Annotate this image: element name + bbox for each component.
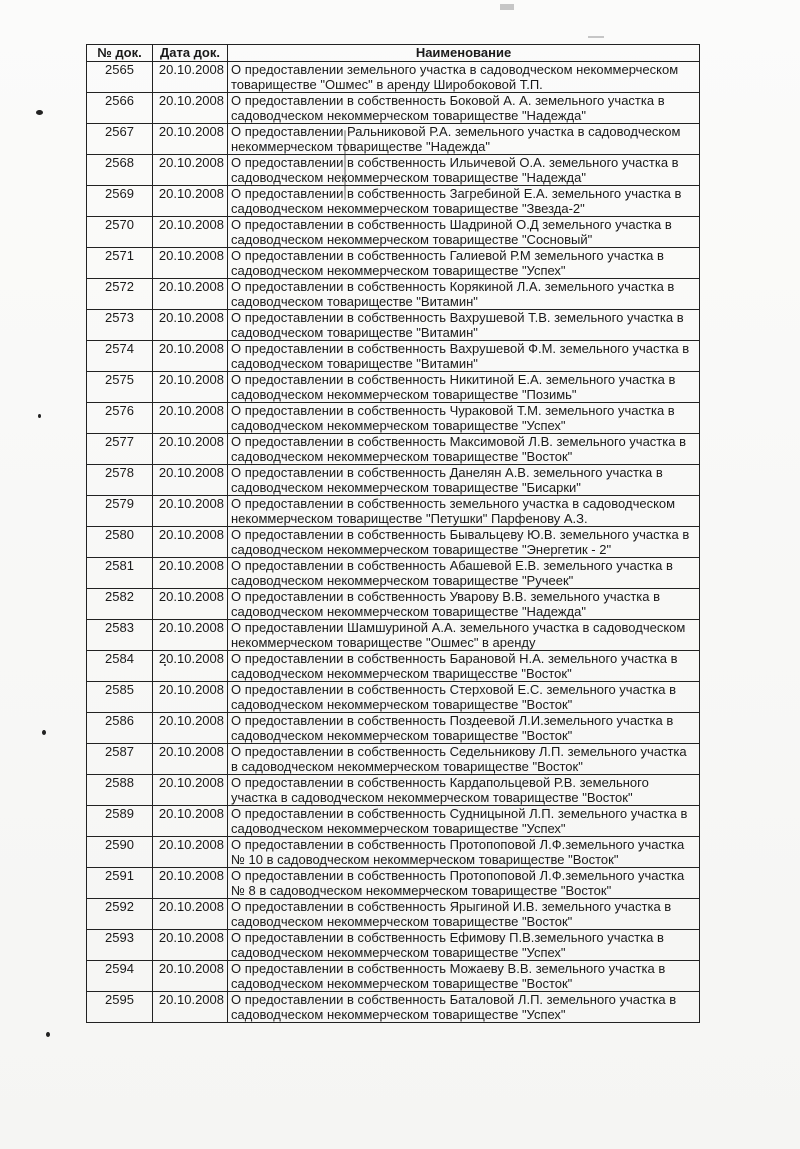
doc-title-cell: [228, 186, 700, 217]
document-registry-table: [86, 44, 700, 1023]
table-row: [87, 899, 700, 930]
doc-number-cell: 2577: [87, 434, 153, 465]
doc-title-cell: [228, 434, 700, 465]
doc-title-line-1: О предоставлении в собственность Протопоповой Л.Ф.земельного участка: [231, 837, 685, 852]
doc-title-cell: [228, 558, 700, 589]
doc-title-line-1: О предоставлении в собственность Бывальцеву Ю.В. земельного участка в: [231, 527, 690, 542]
table-row: [87, 744, 700, 775]
doc-date-cell: 20.10.2008: [153, 372, 228, 403]
table-row: [87, 527, 700, 558]
doc-title-cell: [228, 248, 700, 279]
table-row: [87, 186, 700, 217]
doc-title-cell: [228, 682, 700, 713]
doc-title-cell: [228, 651, 700, 682]
doc-title-line-2: садоводческом товариществе "Витамин": [231, 325, 478, 340]
doc-number-cell: 2565: [87, 62, 153, 93]
doc-title-line-2: садоводческом некоммерческом товариществе "Восток": [231, 976, 573, 991]
doc-date-cell: 20.10.2008: [153, 124, 228, 155]
doc-title-line-1: О предоставлении в собственность Кардапольцевой Р.В. земельного: [231, 775, 649, 790]
doc-title-line-1: О предоставлении в собственность Вахрушевой Ф.М. земельного участка в: [231, 341, 690, 356]
table-row: [87, 310, 700, 341]
doc-title-line-1: О предоставлении в собственность Уварову В.В. земельного участка в: [231, 589, 661, 604]
doc-title-line-2: № 10 в садоводческом некоммерческом товариществе "Восток": [231, 852, 619, 867]
doc-date-cell: 20.10.2008: [153, 62, 228, 93]
doc-number-cell: 2589: [87, 806, 153, 837]
table-header-row: [87, 45, 700, 62]
table-row: [87, 992, 700, 1023]
table-row: [87, 930, 700, 961]
doc-date-cell: 20.10.2008: [153, 868, 228, 899]
doc-title-line-1: О предоставлении в собственность Никитиной Е.А. земельного участка в: [231, 372, 676, 387]
table-row: [87, 651, 700, 682]
doc-number-cell: 2585: [87, 682, 153, 713]
doc-title-line-2: участка в садоводческом некоммерческом товариществе "Восток": [231, 790, 633, 805]
doc-title-line-1: О предоставлении в собственность Чураковой Т.М. земельного участка в: [231, 403, 675, 418]
scan-smudge: [500, 4, 514, 10]
doc-date-cell: 20.10.2008: [153, 434, 228, 465]
doc-title-line-1: О предоставлении в собственность Загребиной Е.А. земельного участка в: [231, 186, 682, 201]
doc-number-cell: 2583: [87, 620, 153, 651]
doc-date-cell: 20.10.2008: [153, 775, 228, 806]
doc-title-cell: [228, 930, 700, 961]
table-row: [87, 341, 700, 372]
doc-title-line-1: О предоставлении земельного участка в садоводческом некоммерческом: [231, 62, 679, 77]
doc-title-line-1: О предоставлении в собственность Шадриной О.Д земельного участка в: [231, 217, 672, 232]
table-row: [87, 806, 700, 837]
table-row: [87, 620, 700, 651]
doc-title-line-1: О предоставлении в собственность Судницыной Л.П. земельного участка в: [231, 806, 688, 821]
doc-number-cell: 2567: [87, 124, 153, 155]
doc-title-line-1: О предоставлении в собственность Баталовой Л.П. земельного участка в: [231, 992, 677, 1007]
doc-title-line-2: садоводческом некоммерческом товариществе "Сосновый": [231, 232, 593, 247]
table-row: [87, 589, 700, 620]
doc-number-cell: 2568: [87, 155, 153, 186]
doc-number-cell: 2582: [87, 589, 153, 620]
doc-title-line-1: О предоставлении в собственность Седельникову Л.П. земельного участка: [231, 744, 687, 759]
doc-title-line-2: садоводческом некоммерческом товариществе "Успех": [231, 263, 566, 278]
doc-title-line-1: О предоставлении в собственность Вахрушевой Т.В. земельного участка в: [231, 310, 684, 325]
doc-date-cell: 20.10.2008: [153, 992, 228, 1023]
ink-speck: [42, 730, 46, 735]
doc-title-cell: [228, 124, 700, 155]
doc-number-cell: 2578: [87, 465, 153, 496]
doc-number-cell: 2571: [87, 248, 153, 279]
table-row: [87, 217, 700, 248]
table-row: [87, 124, 700, 155]
doc-title-line-1: О предоставлении в собственность Стерховой Е.С. земельного участка в: [231, 682, 676, 697]
doc-date-cell: 20.10.2008: [153, 310, 228, 341]
doc-number-cell: 2566: [87, 93, 153, 124]
doc-date-cell: 20.10.2008: [153, 899, 228, 930]
scan-smudge: [588, 36, 604, 38]
doc-title-line-2: садоводческом некоммерческом товариществе "Позимь": [231, 387, 577, 402]
doc-title-line-2: садоводческом некоммерческом тварищесстве "Восток": [231, 666, 572, 681]
doc-title-cell: [228, 713, 700, 744]
doc-title-line-1: О предоставлении в собственность Протопоповой Л.Ф.земельного участка: [231, 868, 685, 883]
doc-date-header: Дата док.: [153, 45, 228, 62]
doc-date-cell: 20.10.2008: [153, 620, 228, 651]
table-row: [87, 62, 700, 93]
doc-title-header: Наименование: [228, 45, 700, 62]
doc-number-cell: 2595: [87, 992, 153, 1023]
doc-title-line-2: в садоводческом некоммерческом товариществе "Восток": [231, 759, 583, 774]
table-row: [87, 434, 700, 465]
table-row: [87, 868, 700, 899]
doc-date-cell: 20.10.2008: [153, 682, 228, 713]
doc-date-cell: 20.10.2008: [153, 341, 228, 372]
doc-date-cell: 20.10.2008: [153, 713, 228, 744]
doc-number-cell: 2588: [87, 775, 153, 806]
table-row: [87, 248, 700, 279]
table-row: [87, 496, 700, 527]
doc-title-cell: [228, 155, 700, 186]
doc-title-line-1: О предоставлении в собственность Ефимову П.В.земельного участка в: [231, 930, 664, 945]
doc-title-line-2: некоммерческом товариществе "Ошмес" в аренду: [231, 635, 536, 650]
doc-number-cell: 2584: [87, 651, 153, 682]
doc-date-cell: 20.10.2008: [153, 961, 228, 992]
doc-number-cell: 2574: [87, 341, 153, 372]
doc-title-cell: [228, 992, 700, 1023]
doc-date-cell: 20.10.2008: [153, 217, 228, 248]
doc-date-cell: 20.10.2008: [153, 248, 228, 279]
doc-date-cell: 20.10.2008: [153, 527, 228, 558]
table-row: [87, 961, 700, 992]
doc-title-cell: [228, 403, 700, 434]
doc-number-cell: 2576: [87, 403, 153, 434]
doc-title-line-1: О предоставлении в собственность Поздеевой Л.И.земельного участка в: [231, 713, 674, 728]
doc-number-cell: 2580: [87, 527, 153, 558]
doc-date-cell: 20.10.2008: [153, 186, 228, 217]
doc-title-line-2: некоммерческом товариществе "Надежда": [231, 139, 491, 154]
doc-title-cell: [228, 868, 700, 899]
doc-date-cell: 20.10.2008: [153, 279, 228, 310]
doc-date-cell: 20.10.2008: [153, 496, 228, 527]
doc-title-line-1: О предоставлении в собственность Абашевой Е.В. земельного участка в: [231, 558, 673, 573]
doc-title-line-1: О предоставлении в собственность Ильичевой О.А. земельного участка в: [231, 155, 679, 170]
doc-number-cell: 2569: [87, 186, 153, 217]
ink-speck: [38, 414, 41, 418]
doc-title-line-1: О предоставлении в собственность Галиевой Р.М земельного участка в: [231, 248, 664, 263]
doc-number-cell: 2575: [87, 372, 153, 403]
table-row: [87, 775, 700, 806]
doc-title-line-2: садоводческом некоммерческом товариществе "Восток": [231, 449, 573, 464]
doc-number-cell: 2573: [87, 310, 153, 341]
doc-date-cell: 20.10.2008: [153, 837, 228, 868]
doc-title-line-2: садоводческом товариществе "Витамин": [231, 294, 478, 309]
doc-title-line-1: О предоставлении в собственность Максимовой Л.В. земельного участка в: [231, 434, 686, 449]
doc-date-cell: 20.10.2008: [153, 155, 228, 186]
doc-title-line-1: О предоставлении в собственность Можаеву В.В. земельного участка в: [231, 961, 666, 976]
ink-speck: [46, 1032, 50, 1037]
doc-title-line-2: товариществе "Ошмес" в аренду Широбоковой Т.П.: [231, 77, 543, 92]
ink-speck: [36, 110, 43, 115]
table-row: [87, 558, 700, 589]
doc-title-line-1: О предоставлении в собственность Корякиной Л.А. земельного участка в: [231, 279, 675, 294]
doc-title-line-2: № 8 в садоводческом некоммерческом товариществе "Восток": [231, 883, 612, 898]
doc-title-line-2: садоводческом некоммерческом товариществе "Восток": [231, 914, 573, 929]
doc-title-line-2: садоводческом некоммерческом товариществе "Ручеек": [231, 573, 574, 588]
doc-title-cell: [228, 744, 700, 775]
table-row: [87, 713, 700, 744]
doc-number-cell: 2570: [87, 217, 153, 248]
doc-title-line-2: садоводческом некоммерческом товариществе "Восток": [231, 697, 573, 712]
doc-date-cell: 20.10.2008: [153, 651, 228, 682]
doc-title-cell: [228, 93, 700, 124]
doc-date-cell: 20.10.2008: [153, 806, 228, 837]
doc-title-cell: [228, 341, 700, 372]
doc-number-cell: 2593: [87, 930, 153, 961]
doc-title-line-2: садоводческом некоммерческом товариществе "Успех": [231, 945, 566, 960]
doc-title-cell: [228, 527, 700, 558]
doc-title-cell: [228, 372, 700, 403]
table-row: [87, 155, 700, 186]
doc-date-cell: 20.10.2008: [153, 930, 228, 961]
doc-title-line-2: садоводческом некоммерческом товариществе "Надежда": [231, 108, 586, 123]
doc-title-cell: [228, 465, 700, 496]
table-row: [87, 93, 700, 124]
table-row: [87, 403, 700, 434]
doc-number-cell: 2581: [87, 558, 153, 589]
doc-number-cell: 2586: [87, 713, 153, 744]
doc-title-cell: [228, 837, 700, 868]
doc-title-line-1: О предоставлении в собственность Боковой А. А. земельного участка в: [231, 93, 665, 108]
doc-title-line-1: О предоставлении в собственность Барановой Н.А. земельного участка в: [231, 651, 678, 666]
doc-date-cell: 20.10.2008: [153, 744, 228, 775]
doc-title-line-2: садоводческом некоммерческом товариществе "Успех": [231, 1007, 566, 1022]
doc-date-cell: 20.10.2008: [153, 403, 228, 434]
doc-title-cell: [228, 589, 700, 620]
doc-title-line-2: садоводческом некоммерческом товариществе "Бисарки": [231, 480, 581, 495]
doc-title-cell: [228, 279, 700, 310]
doc-number-cell: 2590: [87, 837, 153, 868]
doc-number-cell: 2591: [87, 868, 153, 899]
doc-number-cell: 2594: [87, 961, 153, 992]
doc-title-line-2: садоводческом некоммерческом товариществе "Надежда": [231, 604, 586, 619]
doc-number-cell: 2579: [87, 496, 153, 527]
doc-title-line-1: О предоставлении в собственность земельного участка в садоводческом: [231, 496, 676, 511]
doc-title-cell: [228, 961, 700, 992]
doc-title-line-2: садоводческом некоммерческом товариществе "Энергетик - 2": [231, 542, 612, 557]
table-row: [87, 465, 700, 496]
doc-number-cell: 2587: [87, 744, 153, 775]
doc-title-cell: [228, 620, 700, 651]
doc-number-cell: 2592: [87, 899, 153, 930]
doc-title-line-2: садоводческом некоммерческом товариществе "Звезда-2": [231, 201, 585, 216]
doc-title-cell: [228, 806, 700, 837]
doc-title-cell: [228, 496, 700, 527]
doc-title-line-2: садоводческом некоммерческом товариществе "Восток": [231, 728, 573, 743]
doc-date-cell: 20.10.2008: [153, 589, 228, 620]
doc-date-cell: 20.10.2008: [153, 93, 228, 124]
doc-title-line-2: садоводческом некоммерческом товариществе "Надежда": [231, 170, 586, 185]
doc-title-line-1: О предоставлении Ральниковой Р.А. земельного участка в садоводческом: [231, 124, 681, 139]
doc-title-line-1: О предоставлении Шамшуриной А.А. земельного участка в садоводческом: [231, 620, 686, 635]
doc-title-line-1: О предоставлении в собственность Ярыгиной И.В. земельного участка в: [231, 899, 672, 914]
doc-title-cell: [228, 62, 700, 93]
table-row: [87, 837, 700, 868]
doc-title-cell: [228, 310, 700, 341]
table-row: [87, 372, 700, 403]
table-row: [87, 279, 700, 310]
doc-number-cell: 2572: [87, 279, 153, 310]
doc-date-cell: 20.10.2008: [153, 465, 228, 496]
doc-title-cell: [228, 899, 700, 930]
doc-title-cell: [228, 775, 700, 806]
doc-title-line-2: некоммерческом товариществе "Петушки" Парфенову А.З.: [231, 511, 588, 526]
doc-title-line-1: О предоставлении в собственность Данелян А.В. земельного участка в: [231, 465, 663, 480]
table-row: [87, 682, 700, 713]
doc-title-line-2: садоводческом некоммерческом товариществе "Успех": [231, 418, 566, 433]
doc-title-cell: [228, 217, 700, 248]
doc-number-header: № док.: [87, 45, 153, 62]
doc-date-cell: 20.10.2008: [153, 558, 228, 589]
doc-title-line-2: садоводческом некоммерческом товариществе "Успех": [231, 821, 566, 836]
doc-title-line-2: садоводческом товариществе "Витамин": [231, 356, 478, 371]
